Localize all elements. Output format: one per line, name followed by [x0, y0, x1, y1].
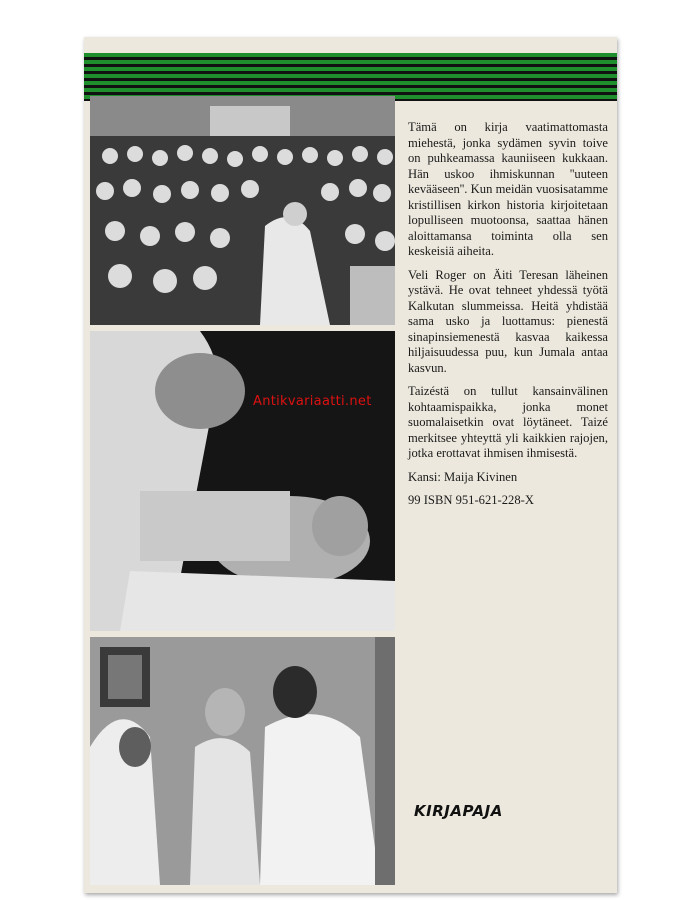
publisher-logo: KIRJAPAJA [414, 802, 503, 820]
blurb-paragraph-3: Taizéstä on tullut kansainvälinen kohtaamispaikka, jonka monet suomalaisetkin ovat löytäneet. Taizé merkitsee yhteyttä yli kaikkien rajojen, jotka erottavat ihmisen ihmisestä. [408, 384, 608, 460]
green-stripe-band [84, 53, 617, 101]
book-back-cover [84, 37, 617, 893]
blurb-paragraph-1: Tämä on kirja vaatimattomasta miehestä, jonka sydämen syvin toive on puhkeamassa kauniiseen kukkaan. Hän uskoo ihmiskunnan ''uuteen kevääseen''. Kun meidän vuosisatamme kristillisen kirkon historia kirjoitetaan lopulliseen muotoonsa, saattaa hänen aloittamansa toiminta olla sen keskeisiä aiheita. [408, 120, 608, 258]
isbn-line: 99 ISBN 951-621-228-X [408, 493, 534, 507]
back-cover-blurb [408, 120, 608, 517]
photo-meeting [90, 637, 395, 885]
cover-credit: Kansi: Maija Kivinen [408, 469, 518, 484]
blurb-paragraph-2: Veli Roger on Äiti Teresan läheinen ystävä. He ovat tehneet yhdessä työtä Kalkutan slummeissa. Heitä yhdistää sama usko ja luottamus: pienestä sinapinsiemenestä kasvaa kaikessa hiljaisuudessa puu, kun Jumala antaa kasvun. [408, 267, 608, 375]
watermark-text: Antikvariaatti.net [253, 394, 372, 409]
photo-crowd [90, 96, 395, 325]
photo-child-care [90, 331, 395, 631]
